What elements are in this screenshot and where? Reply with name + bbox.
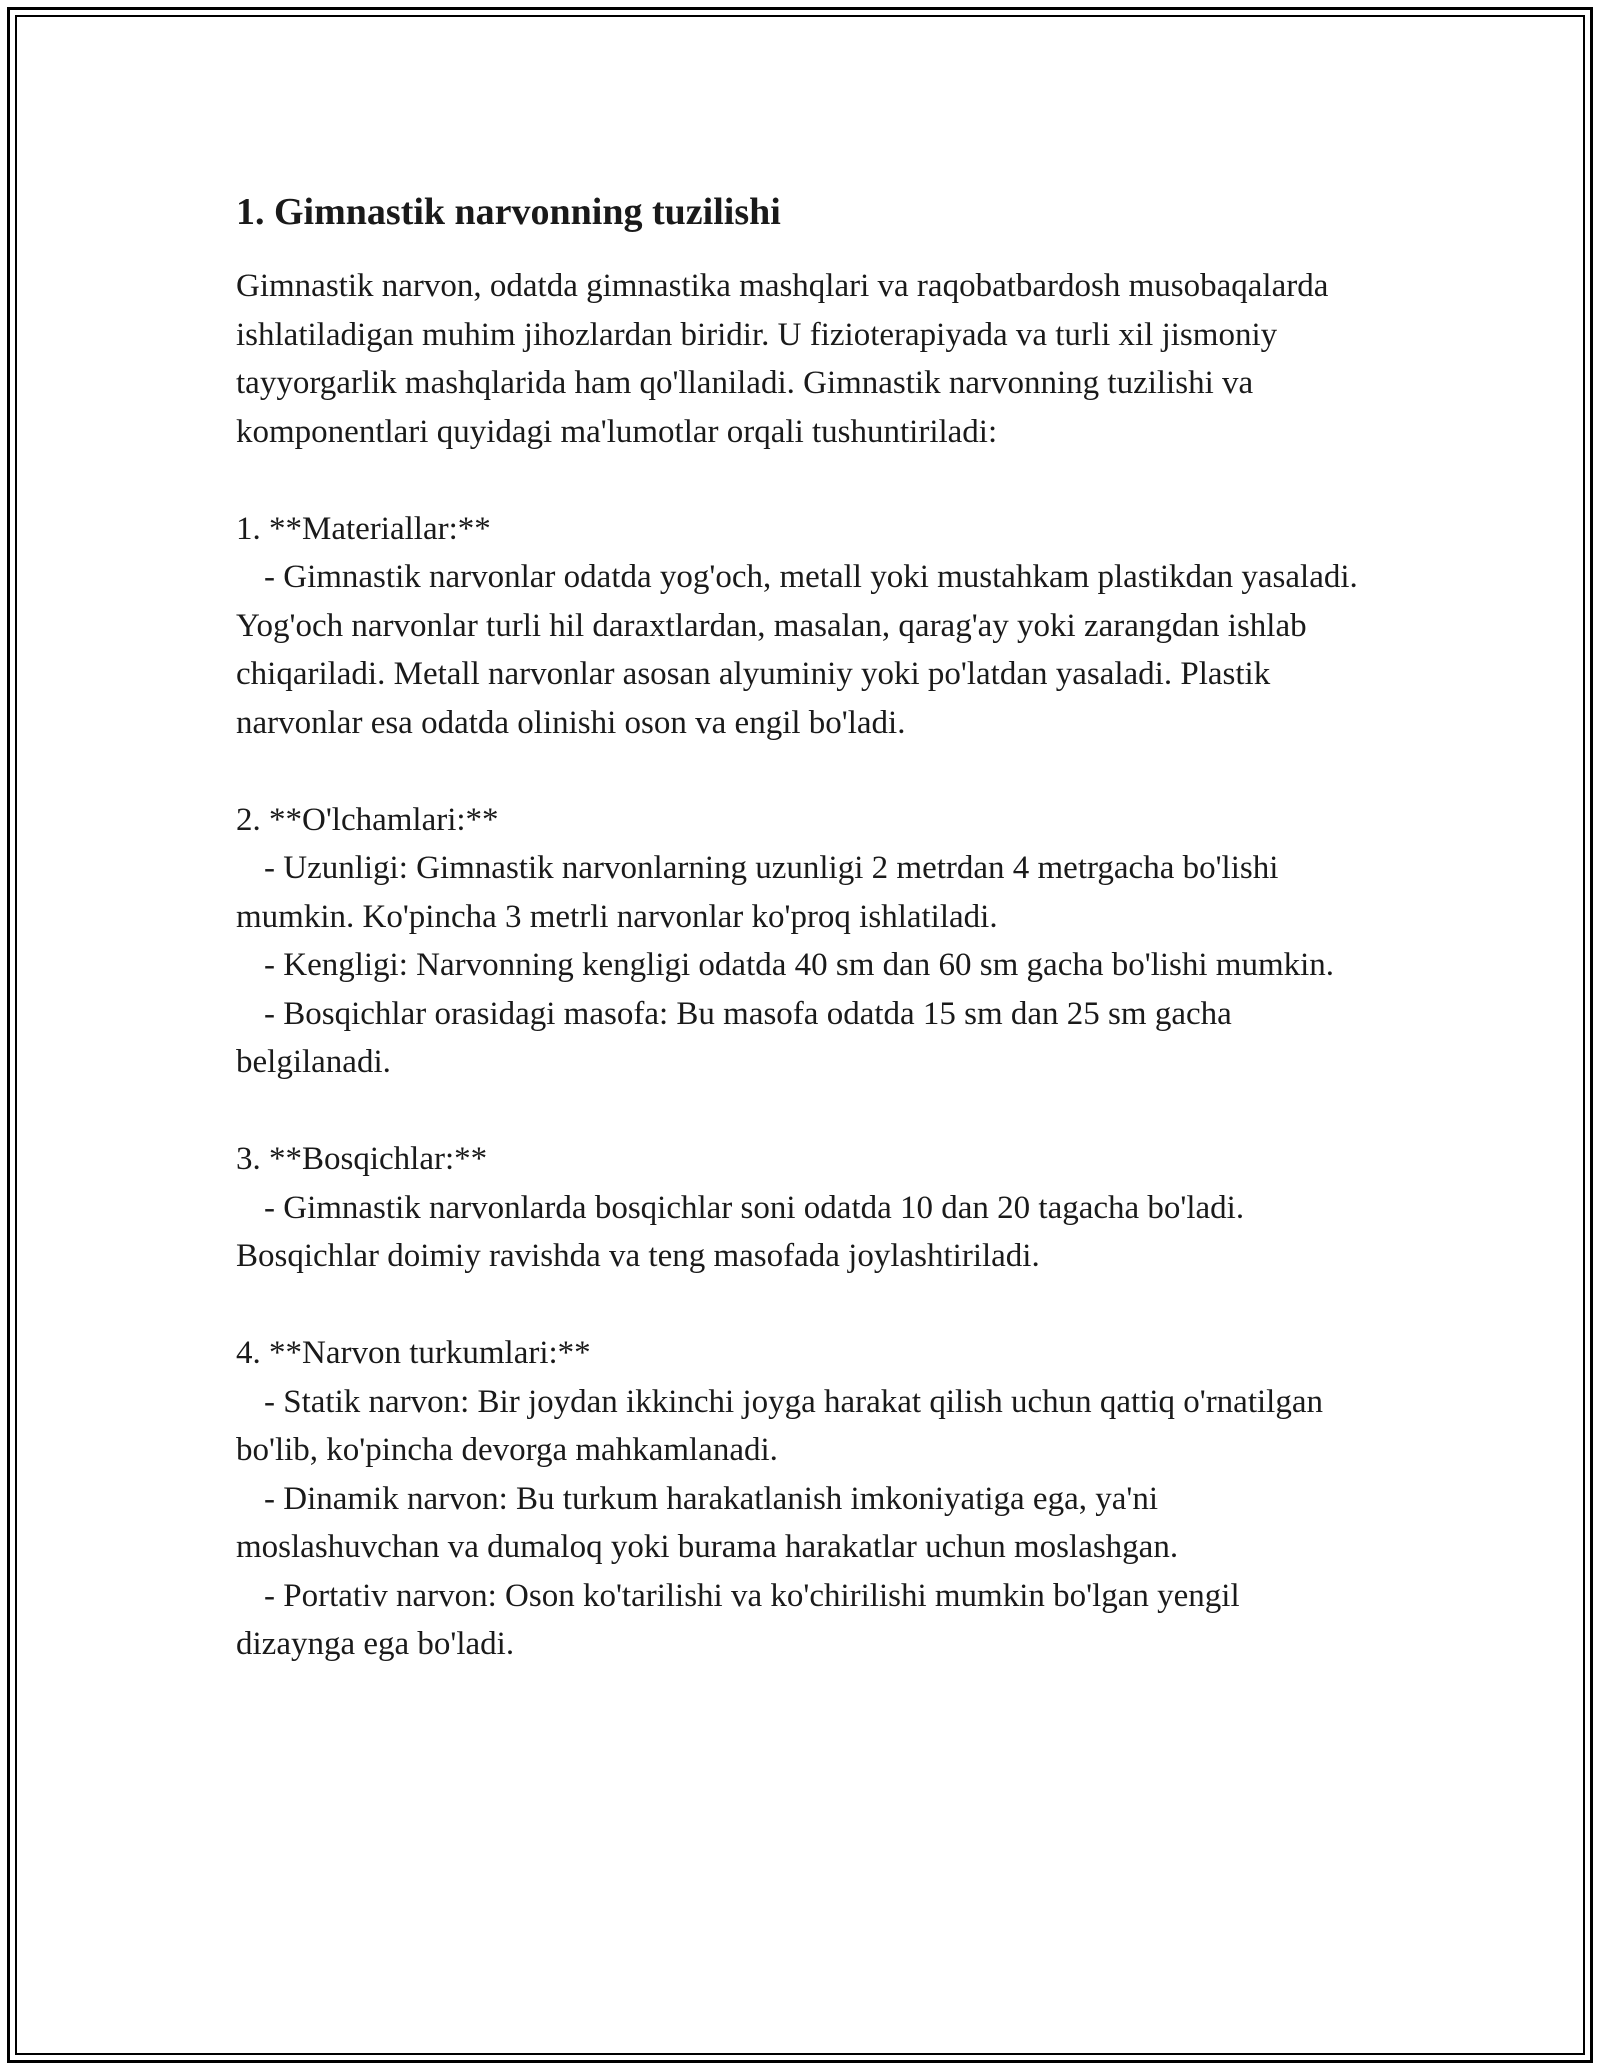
bullet-item: - Dinamik narvon: Bu turkum harakatlanish imkoniyatiga ega, ya'ni moslashuvchan va dumaloq yoki burama harakatlar uchun moslashgan. <box>236 1480 1179 1565</box>
document-body <box>236 188 1366 1669</box>
section-heading: 1. **Materiallar:** <box>236 510 491 547</box>
section-heading: 4. **Narvon turkumlari:** <box>236 1335 591 1371</box>
bullet-item: - Bosqichlar orasidagi masofa: Bu masofa odatda 15 sm dan 25 sm gacha belgilanadi. <box>236 995 1232 1080</box>
intro-paragraph: Gimnastik narvon, odatda gimnastika mashqlari va raqobatbardosh musobaqalarda ishlatiladigan muhim jihozlardan biridir. U fizioterapiyada va turli xil jismoniy tayyorgarlik mashqlarida ham qo'llaniladi. Gimnastik narvonning tuzilishi va komponentlari quyidagi ma'lumotlar orqali tushuntiriladi: <box>236 268 1329 450</box>
section-materials <box>236 505 1366 748</box>
bullet-item: - Uzunligi: Gimnastik narvonlarning uzunligi 2 metrdan 4 metrgacha bo'lishi mumkin. Ko'pincha 3 metrli narvonlar ko'proq ishlatiladi. <box>236 850 1279 935</box>
bullet-item: - Kengligi: Narvonning kengligi odatda 40 sm dan 60 sm gacha bo'lishi mumkin. <box>264 947 1335 983</box>
section-heading: 2. **O'lchamlari:** <box>236 801 499 838</box>
bullet-item: - Gimnastik narvonlar odatda yog'och, metall yoki mustahkam plastikdan yasaladi. Yog'och narvonlar turli hil daraxtlardan, masalan, qarag'ay yoki zarangdan ishlab chiqariladi. Metall narvonlar asosan alyuminiy yoki po'latdan yasaladi. Plastik narvonlar esa odatda olinishi oson va engil bo'ladi. <box>236 559 1358 741</box>
document-title: 1. Gimnastik narvonning tuzilishi <box>236 191 781 233</box>
section-heading: 3. **Bosqichlar:** <box>236 1141 488 1177</box>
section-ladder-types <box>236 1329 1366 1669</box>
bullet-item: - Portativ narvon: Oson ko'tarilishi va ko'chirilishi mumkin bo'lgan yengil dizaynga ega bo'ladi. <box>236 1577 1240 1662</box>
section-steps <box>236 1135 1366 1281</box>
section-dimensions <box>236 796 1366 1087</box>
bullet-item: - Statik narvon: Bir joydan ikkinchi joyga harakat qilish uchun qattiq o'rnatilgan bo'lib, ko'pincha devorga mahkamlanadi. <box>236 1383 1323 1468</box>
bullet-item: - Gimnastik narvonlarda bosqichlar soni odatda 10 dan 20 tagacha bo'ladi. Bosqichlar doimiy ravishda va teng masofada joylashtiriladi. <box>236 1189 1245 1274</box>
